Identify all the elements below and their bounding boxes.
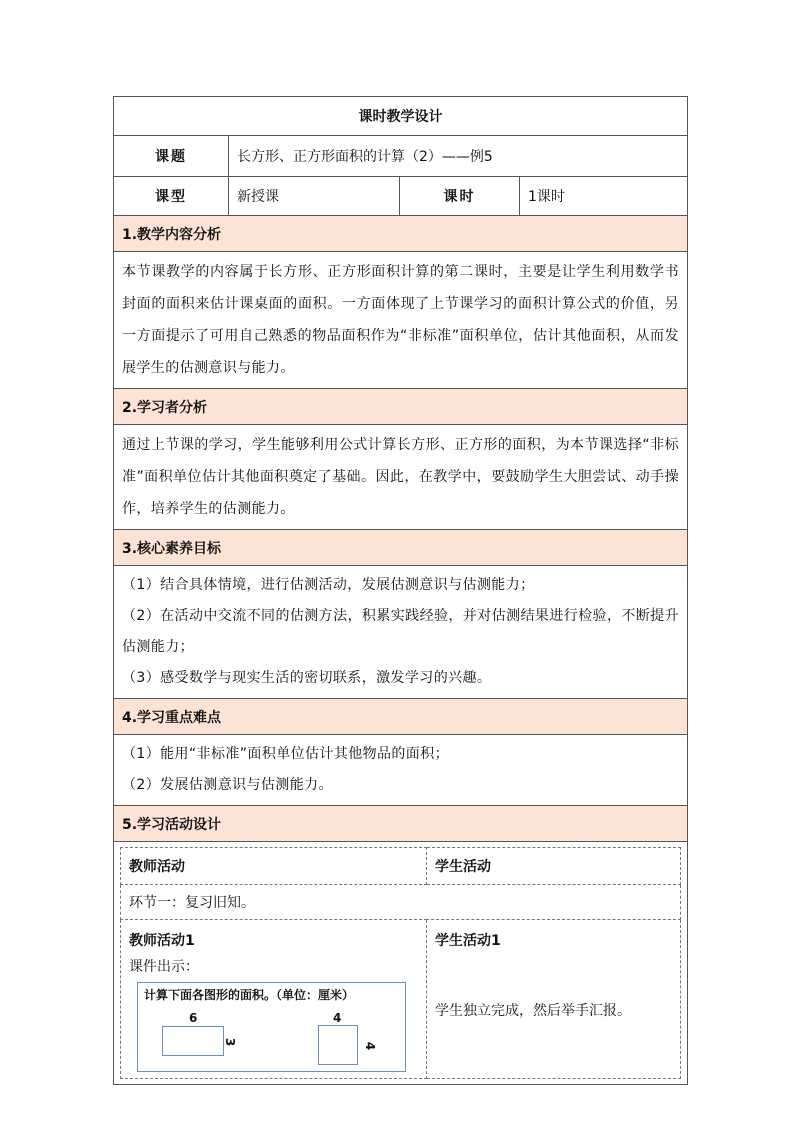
rectangle-shape: [162, 1026, 224, 1056]
section1-heading: 1.教学内容分析: [114, 216, 688, 252]
teacher-activity-intro: 课件出示：: [129, 959, 199, 975]
section1-text: 本节课教学的内容属于长方形、正方形面积计算的第二课时，主要是让学生利用数学书封面的面积来估计课桌面的面积。一方面体现了上节课学习的面积计算公式的价值，另一方面提示了可用自己熟悉的物品面积作为“非标准”面积单位，估计其他面积，从而发展学生的估测意识与能力。: [114, 252, 688, 389]
teacher-activity-column-header: 教师活动: [121, 848, 427, 885]
rectangle-height-label: 3: [223, 1037, 238, 1047]
section3-item: （3）感受数学与现实生活的密切联系，激发学习的兴趣。: [122, 670, 492, 686]
document-title: 课时教学设计: [114, 97, 688, 136]
activity-design-container: [114, 842, 688, 1085]
square-shape: [318, 1025, 358, 1065]
type-value: 新授课: [229, 177, 400, 216]
section2-heading: 2.学习者分析: [114, 389, 688, 425]
section4-heading: 4.学习重点难点: [114, 699, 688, 735]
section3-list: [114, 566, 688, 699]
rectangle-width-label: 6: [189, 1011, 198, 1025]
section3-item: （1）结合具体情境，进行估测活动，发展估测意识与估测能力；: [122, 577, 535, 593]
section5-heading: 5.学习活动设计: [114, 806, 688, 842]
student-activity-column-header: 学生活动: [427, 848, 681, 885]
activity-table: [120, 847, 681, 1079]
lesson-plan-document: [113, 96, 687, 1085]
student-activity-text: 学生独立完成，然后举手汇报。: [435, 1003, 631, 1019]
figure-caption: 计算下面各图形的面积。（单位：厘米）: [144, 988, 355, 1002]
section4-item: （2）发展估测意识与估测能力。: [122, 777, 333, 793]
teacher-activity-cell: [121, 920, 427, 1079]
student-activity-title: 学生活动1: [435, 933, 501, 949]
type-label: 课型: [114, 177, 229, 216]
student-activity-cell: [427, 920, 681, 1079]
courseware-figure: [137, 982, 406, 1072]
hours-value: 1课时: [520, 177, 688, 216]
square-side-label: 4: [363, 1041, 378, 1051]
hours-label: 课时: [400, 177, 520, 216]
lesson-plan-table: [113, 96, 688, 1085]
section3-item: （2）在活动中交流不同的估测方法，积累实践经验，并对估测结果进行检验，不断提升估测能力；: [122, 608, 679, 655]
section4-list: [114, 735, 688, 806]
step-one-label: 环节一：复习旧知。: [121, 885, 681, 920]
topic-value: 长方形、正方形面积的计算（2）——例5: [229, 136, 688, 177]
square-top-label: 4: [333, 1011, 342, 1025]
teacher-activity-title: 教师活动1: [129, 933, 195, 949]
section2-text: 通过上节课的学习，学生能够利用公式计算长方形、正方形的面积，为本节课选择“非标准”面积单位估计其他面积奠定了基础。因此，在教学中，要鼓励学生大胆尝试、动手操作，培养学生的估测能力。: [114, 425, 688, 530]
section4-item: （1）能用“非标准”面积单位估计其他物品的面积；: [122, 746, 450, 762]
section3-heading: 3.核心素养目标: [114, 530, 688, 566]
topic-label: 课题: [114, 136, 229, 177]
